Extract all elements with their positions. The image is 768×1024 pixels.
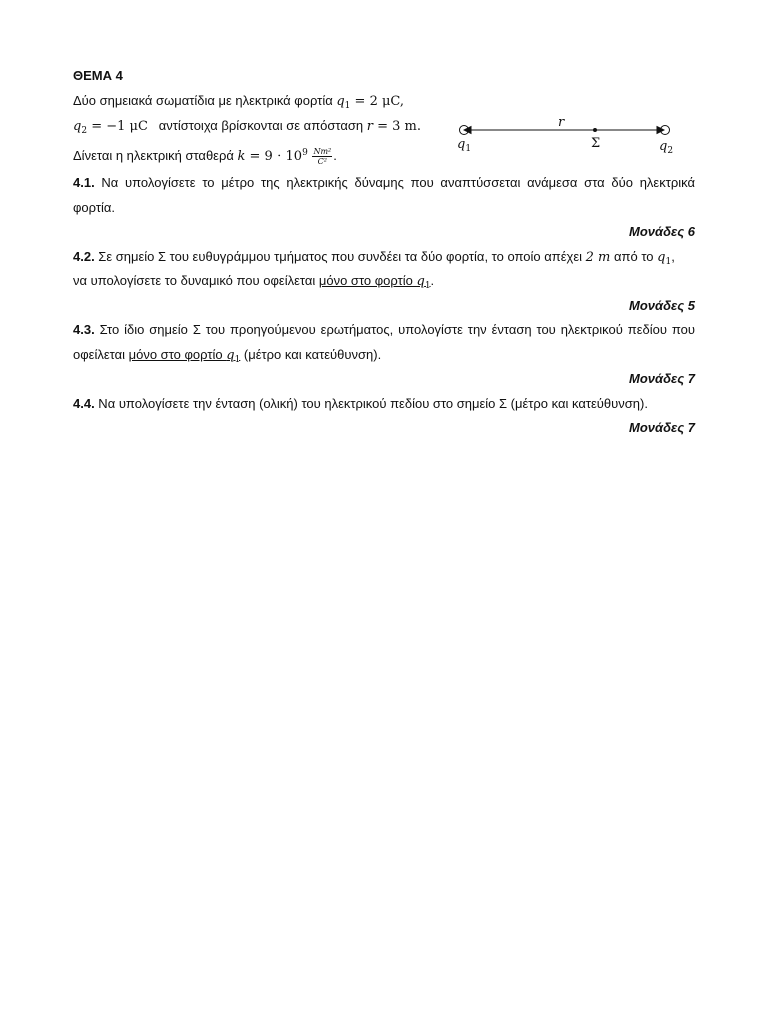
q41-points: Μονάδες 6: [629, 224, 695, 239]
intro-line-2: $q_2 = -1$ μC αντίστοιχα βρίσκονται σε απόσταση r = 3 m.: [73, 118, 421, 136]
intro-line-3: Δίνεται η ηλεκτρική σταθερά $k = 9 \cdot 10^9$ $\frac{\text{Nm²}}{\text{C²}}$ .: [73, 147, 337, 167]
q41-line-2: φορτία.: [73, 200, 116, 215]
q42-points: Μονάδες 5: [629, 298, 695, 313]
q43-points: Μονάδες 7: [629, 371, 695, 386]
q42-underline: μόνο στο φορτίο $q_1$: [318, 273, 431, 291]
q43-underline: μόνο στο φορτίο $q_1$: [128, 347, 241, 365]
q42-line-2: να υπολογίσετε το δυναμικό που οφείλεται μόνο στο φορτίο $q_1$.: [73, 273, 435, 291]
q41-line-1: 4.1. Να υπολογίσετε το μέτρο της ηλεκτρικής δύναμης που αναπτύσσεται ανάμεσα στα δύο ηλεκτρικά: [73, 175, 695, 190]
charges-diagram: [450, 110, 690, 156]
q2-label: $q_2$: [659, 139, 674, 156]
intro-line-1: Δύο σημειακά σωματίδια με ηλεκτρικά φορτία $q_1 = 2$ μC,: [73, 93, 405, 111]
units-fraction: $\frac{\text{Nm²}}{\text{C²}}$: [313, 147, 332, 167]
r-label: r: [558, 115, 565, 130]
q42-line-1: 4.2. Σε σημείο Σ του ευθυγράμμου τμήματος που συνδέει τα δύο φορτία, το οποίο απέχει 2 m από το $q_1$,: [73, 249, 675, 267]
section-title: ΘΕΜΑ 4: [73, 68, 123, 83]
q44-line-1: 4.4. Να υπολογίσετε την ένταση (ολική) του ηλεκτρικού πεδίου στο σημείο Σ (μέτρο και κατεύθυνση).: [73, 396, 648, 411]
sigma-label: Σ: [591, 136, 601, 151]
q44-points: Μονάδες 7: [629, 420, 695, 435]
q43-line-2: οφείλεται μόνο στο φορτίο $q_1$ (μέτρο και κατεύθυνση).: [73, 347, 382, 365]
q1-label: $q_1$: [457, 137, 472, 154]
q43-line-1: 4.3. Στο ίδιο σημείο Σ του προηγούμενου ερωτήματος, υπολογίστε την ένταση του ηλεκτρικού πεδίου που: [73, 322, 695, 337]
sigma-point: [593, 128, 597, 132]
